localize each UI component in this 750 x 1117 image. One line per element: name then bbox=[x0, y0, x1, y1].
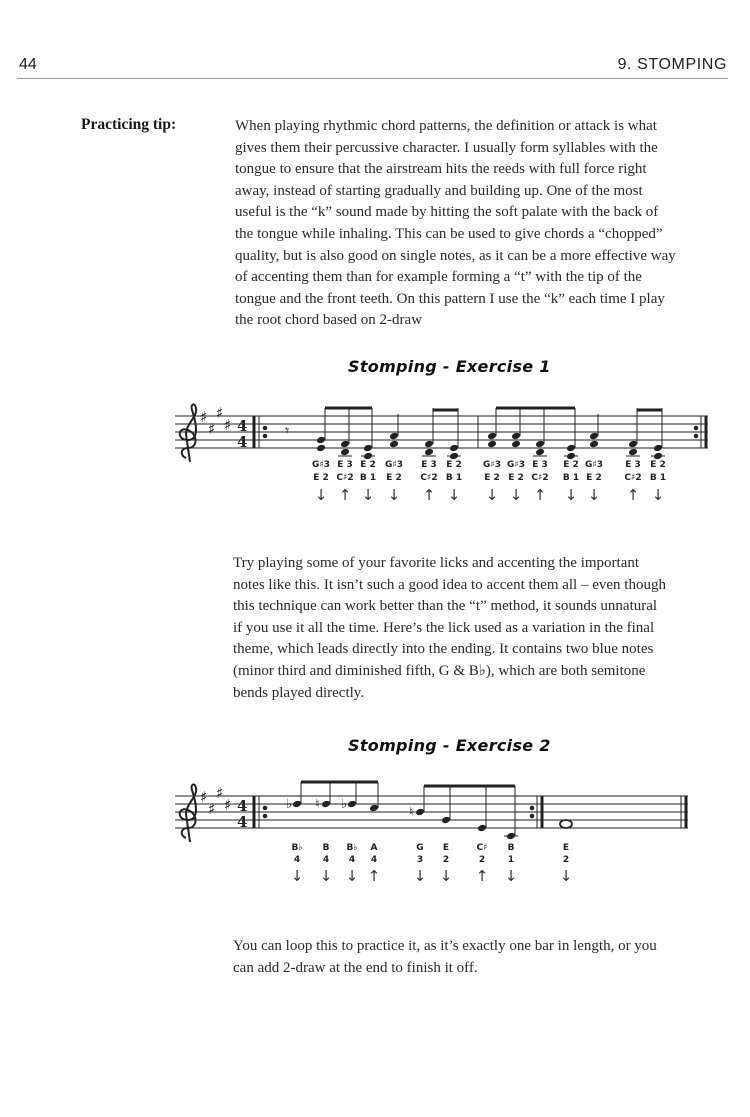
page-number: 44 bbox=[19, 56, 37, 73]
arrow-down-icon: ↓ bbox=[485, 486, 499, 504]
tab-lower: E 2 bbox=[484, 473, 500, 483]
arrow-down-icon: ↓ bbox=[504, 867, 518, 885]
text-line: notes like this. It isn’t such a good idea to accent them all – even though bbox=[233, 576, 666, 593]
time-signature bbox=[237, 417, 247, 451]
practicing-tip-text bbox=[235, 116, 715, 332]
tab-lower: B 1 bbox=[445, 473, 463, 483]
svg-text:4: 4 bbox=[237, 797, 248, 815]
text-line: Try playing some of your favorite licks and accenting the important bbox=[233, 555, 640, 571]
arrow-down-icon: ↓ bbox=[345, 867, 359, 885]
tab-upper: G♯3 bbox=[384, 460, 404, 470]
tab-hole: 3 bbox=[416, 855, 424, 865]
note bbox=[286, 782, 303, 885]
note-chord bbox=[360, 408, 376, 504]
tab-lower: E 2 bbox=[313, 473, 329, 483]
treble-clef-icon bbox=[180, 404, 196, 462]
tab-lower: C♯2 bbox=[420, 473, 438, 483]
text-line: theme, which leads directly into the ending. It contains two blue notes bbox=[233, 641, 654, 658]
arrow-down-icon: ↓ bbox=[413, 867, 427, 885]
arrow-down-icon: ↓ bbox=[290, 867, 304, 885]
note-chord bbox=[336, 408, 353, 504]
text-line: the tongue while inhaling. This can be used to give chords a “chopped” bbox=[235, 225, 663, 242]
text-line: of accenting them than for example forming a “t” with the tip of the bbox=[235, 269, 642, 286]
flat-icon: ♭ bbox=[286, 796, 293, 811]
text-line: this technique can work better than the “t” method, it sounds unnatural bbox=[233, 598, 658, 615]
exercise-2-title: Stomping - Exercise 2 bbox=[348, 736, 551, 755]
tab-hole: 1 bbox=[507, 855, 515, 865]
natural-icon: ♮ bbox=[315, 796, 320, 811]
arrow-down-icon: ↓ bbox=[387, 486, 401, 504]
note bbox=[440, 786, 453, 885]
exercise-2-notes bbox=[286, 782, 572, 885]
arrow-down-icon: ↓ bbox=[587, 486, 601, 504]
note bbox=[315, 782, 332, 885]
tab-upper: E 3 bbox=[421, 460, 437, 470]
paragraph-looping bbox=[233, 936, 713, 979]
text-line: tongue to ensure that the airstream hits the reeds with full force right bbox=[235, 161, 647, 178]
tab-upper: G♯3 bbox=[506, 460, 526, 470]
tab-upper: E 2 bbox=[650, 460, 666, 470]
svg-text:♯: ♯ bbox=[224, 416, 232, 434]
staff-lines bbox=[175, 796, 688, 828]
tab-note: B♭ bbox=[291, 843, 303, 853]
arrow-up-icon: ↑ bbox=[626, 486, 640, 504]
page-header bbox=[17, 56, 728, 79]
tab-upper: G♯3 bbox=[584, 460, 604, 470]
arrow-up-icon: ↑ bbox=[475, 867, 489, 885]
text-line: tongue and the front teeth. On this pattern I use the “k” each time I play bbox=[235, 290, 665, 307]
text-line: useful is the “k” sound made by hitting the soft palate with the back of bbox=[235, 204, 659, 221]
tab-lower: E 2 bbox=[508, 473, 524, 483]
svg-text:♯: ♯ bbox=[216, 404, 224, 422]
svg-text:4: 4 bbox=[237, 813, 248, 831]
note-chord bbox=[563, 408, 579, 504]
note bbox=[409, 786, 426, 885]
note-chord bbox=[385, 414, 403, 504]
arrow-down-icon: ↓ bbox=[319, 867, 333, 885]
svg-text:4: 4 bbox=[237, 417, 248, 435]
arrow-down-icon: ↓ bbox=[314, 486, 328, 504]
tab-lower: C♯2 bbox=[624, 473, 642, 483]
text-line: away, instead of starting gradually and building up. One of the most bbox=[235, 182, 643, 199]
arrow-down-icon: ↓ bbox=[564, 486, 578, 504]
tab-upper: E 3 bbox=[337, 460, 353, 470]
tab-lower: B 1 bbox=[562, 473, 580, 483]
tab-lower: B 1 bbox=[649, 473, 667, 483]
tab-note: C♯ bbox=[476, 843, 488, 853]
text-line: You can loop this to practice it, as it’s exactly one bar in length, or you bbox=[233, 938, 657, 954]
arrow-down-icon: ↓ bbox=[447, 486, 461, 504]
arrow-down-icon: ↓ bbox=[509, 486, 523, 504]
text-line: can add 2-draw at the end to finish it off. bbox=[233, 959, 478, 976]
exercise-1-notation bbox=[0, 400, 750, 520]
tab-note: B♭ bbox=[346, 843, 358, 853]
tab-upper: E 3 bbox=[625, 460, 641, 470]
tab-note: G bbox=[416, 843, 424, 853]
exercise-1-title: Stomping - Exercise 1 bbox=[348, 357, 551, 376]
svg-text:♯: ♯ bbox=[224, 796, 232, 814]
text-line: (minor third and diminished fifth, G & B♭), which are both semitone bbox=[233, 662, 646, 679]
note bbox=[341, 782, 358, 885]
tab-lower: E 2 bbox=[386, 473, 402, 483]
arrow-up-icon: ↑ bbox=[338, 486, 352, 504]
note bbox=[476, 786, 489, 885]
note-chord bbox=[312, 408, 330, 504]
tab-upper: E 2 bbox=[563, 460, 579, 470]
text-line: bends played directly. bbox=[233, 684, 365, 701]
note-chord bbox=[585, 414, 603, 504]
tab-hole: 2 bbox=[478, 855, 486, 865]
time-signature bbox=[237, 797, 247, 831]
note-chord bbox=[483, 408, 501, 504]
note-chord bbox=[420, 408, 437, 504]
eighth-rest-icon: 𝄾 bbox=[285, 423, 290, 440]
arrow-down-icon: ↓ bbox=[651, 486, 665, 504]
arrow-up-icon: ↑ bbox=[422, 486, 436, 504]
text-line: gives them their percussive character. I usually form syllables with the bbox=[235, 139, 658, 156]
tab-upper: G♯3 bbox=[311, 460, 331, 470]
note-chord bbox=[531, 408, 548, 504]
treble-clef-icon bbox=[180, 784, 196, 842]
natural-icon: ♮ bbox=[409, 804, 414, 819]
note-chord bbox=[650, 408, 666, 504]
practicing-tip-label: Practicing tip: bbox=[81, 116, 177, 133]
tab-lower: C♯2 bbox=[336, 473, 354, 483]
exercise-1-notes bbox=[312, 408, 666, 504]
note-chord bbox=[507, 408, 525, 504]
note-chord bbox=[446, 408, 462, 504]
beams bbox=[325, 408, 662, 410]
tab-lower: C♯2 bbox=[531, 473, 549, 483]
note bbox=[560, 820, 573, 885]
tab-upper: G♯3 bbox=[482, 460, 502, 470]
arrow-down-icon: ↓ bbox=[439, 867, 453, 885]
tab-lower: B 1 bbox=[359, 473, 377, 483]
tab-note: E bbox=[442, 843, 450, 853]
tab-hole: 4 bbox=[348, 855, 356, 865]
svg-text:4: 4 bbox=[237, 433, 248, 451]
text-line: the root chord based on 2-draw bbox=[235, 312, 423, 329]
arrow-up-icon: ↑ bbox=[533, 486, 547, 504]
svg-text:♯: ♯ bbox=[200, 788, 208, 806]
svg-text:♯: ♯ bbox=[200, 408, 208, 426]
svg-text:♯: ♯ bbox=[208, 420, 216, 438]
text-line: if you use it all the time. Here’s the lick used as a variation in the final bbox=[233, 619, 655, 636]
arrow-down-icon: ↓ bbox=[361, 486, 375, 504]
tab-note: B bbox=[507, 843, 515, 853]
note-chord bbox=[624, 408, 641, 504]
tab-hole: 2 bbox=[442, 855, 450, 865]
note bbox=[368, 782, 381, 885]
arrow-down-icon: ↓ bbox=[559, 867, 573, 885]
tab-hole: 2 bbox=[562, 855, 570, 865]
tab-upper: E 2 bbox=[446, 460, 462, 470]
paragraph-accenting-licks bbox=[233, 553, 713, 704]
arrow-up-icon: ↑ bbox=[367, 867, 381, 885]
tab-hole: 4 bbox=[322, 855, 330, 865]
tab-lower: E 2 bbox=[586, 473, 602, 483]
chapter-title: 9. STOMPING bbox=[617, 56, 727, 73]
note bbox=[504, 786, 518, 885]
beams bbox=[301, 782, 515, 786]
tab-hole: 4 bbox=[370, 855, 378, 865]
tab-upper: E 3 bbox=[532, 460, 548, 470]
key-signature bbox=[200, 784, 231, 818]
tab-hole: 4 bbox=[293, 855, 301, 865]
key-signature bbox=[200, 404, 231, 438]
text-line: When playing rhythmic chord patterns, the definition or attack is what bbox=[235, 118, 657, 134]
flat-icon: ♭ bbox=[341, 796, 348, 811]
text-line: quality, but is also good on single notes, as it can be a more effective way bbox=[235, 247, 676, 264]
tab-note: E bbox=[562, 843, 570, 853]
svg-text:♯: ♯ bbox=[216, 784, 224, 802]
whole-note bbox=[560, 820, 572, 828]
tab-note: B bbox=[322, 843, 330, 853]
tab-note: A bbox=[370, 843, 378, 853]
tab-upper: E 2 bbox=[360, 460, 376, 470]
svg-text:♯: ♯ bbox=[208, 800, 216, 818]
exercise-2-notation bbox=[0, 780, 750, 900]
